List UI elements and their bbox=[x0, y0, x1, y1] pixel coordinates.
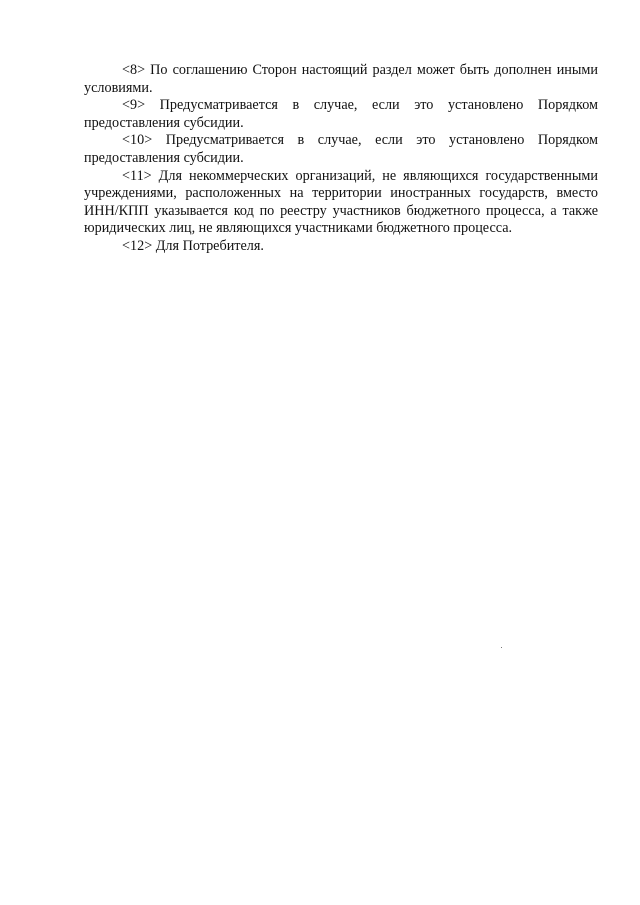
footnote-12: <12> Для Потребителя. bbox=[122, 237, 264, 254]
footnote-10: <10> Предусматривается в случае, если это установлено Порядком предоставления субсидии. bbox=[84, 132, 598, 166]
footnote-9: <9> Предусматривается в случае, если это установлено Порядком предоставления субсидии. bbox=[84, 97, 598, 131]
footnote-11: <11> Для некоммерческих организаций, не являющихся государственными учреждениями, расположенных на территории иностранных государств, вместо ИНН/КПП указывается код по реестру участников бюджетного процесса, а также юридических лиц, не являющихся участниками бюджетного процесса. bbox=[84, 167, 598, 237]
footnotes-list bbox=[84, 62, 598, 256]
footnote-8: <8> По соглашению Сторон настоящий раздел может быть дополнен иными условиями. bbox=[84, 62, 598, 96]
scan-speck bbox=[501, 647, 502, 648]
